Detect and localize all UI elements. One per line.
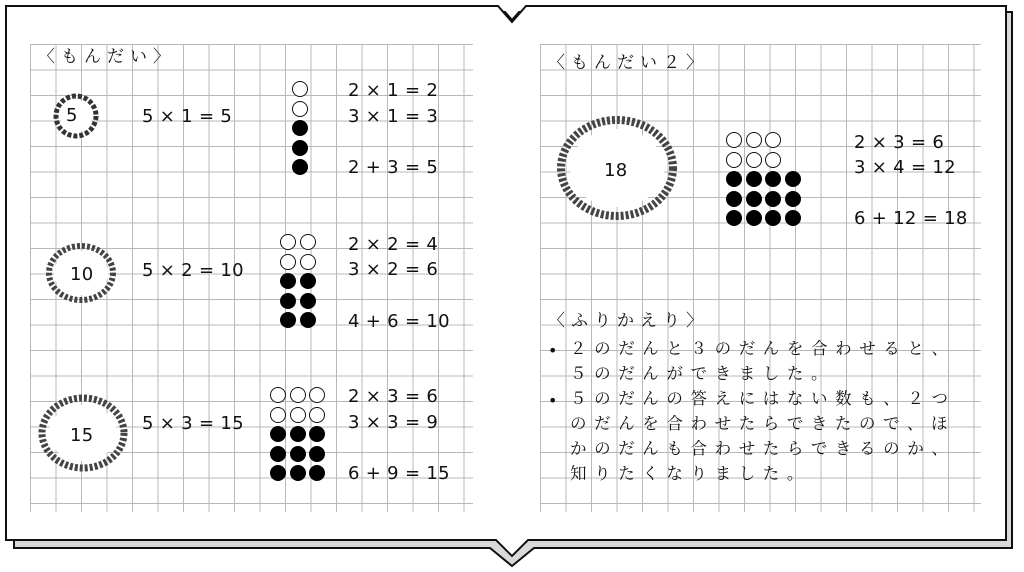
filled-circle: [290, 465, 306, 481]
left-page-grid: [30, 44, 473, 512]
filled-circle: [300, 273, 316, 289]
filled-circle: [280, 273, 296, 289]
open-circle: [280, 234, 296, 250]
right-page-grid: [540, 44, 981, 512]
filled-circle: [785, 210, 801, 226]
open-circle: [300, 254, 316, 270]
equation-line: 3 × 1 = 3: [348, 106, 439, 127]
open-circle: [290, 407, 306, 423]
filled-circle: [785, 171, 801, 187]
equation-line: 3 × 2 = 6: [348, 259, 439, 280]
filled-circle: [292, 140, 308, 156]
filled-circle: [726, 191, 742, 207]
equation-line: 2 × 2 = 4: [348, 234, 439, 255]
filled-circle: [746, 171, 762, 187]
open-circle: [280, 254, 296, 270]
equation-line: 3 × 4 = 12: [854, 157, 956, 178]
wreath-number: 10: [70, 264, 94, 285]
multiplication-expression: 5 × 1 = 5: [142, 106, 233, 127]
filled-circle: [290, 426, 306, 442]
reflection-line: のだんを合わせたらできたので、ほ: [570, 414, 956, 433]
filled-circle: [292, 159, 308, 175]
equation-line: 2 × 3 = 6: [348, 386, 439, 407]
sum-line: 6 + 12 = 18: [854, 208, 968, 229]
filled-circle: [309, 465, 325, 481]
right-heading: 〈もんだい２〉: [548, 53, 709, 73]
filled-circle: [280, 293, 296, 309]
open-circle: [270, 387, 286, 403]
sum-line: 4 + 6 = 10: [348, 311, 450, 332]
open-circle: [746, 132, 762, 148]
filled-circle: [300, 312, 316, 328]
filled-circle: [292, 120, 308, 136]
open-circle: [300, 234, 316, 250]
open-circle: [290, 387, 306, 403]
filled-circle: [726, 171, 742, 187]
equation-line: 2 × 1 = 2: [348, 80, 439, 101]
multiplication-expression: 5 × 3 = 15: [142, 413, 244, 434]
filled-circle: [290, 446, 306, 462]
open-circle: [309, 407, 325, 423]
filled-circle: [280, 312, 296, 328]
open-circle: [765, 152, 781, 168]
sum-line: 2 + 3 = 5: [348, 157, 439, 178]
open-circle: [309, 387, 325, 403]
equation-line: 3 × 3 = 9: [348, 412, 439, 433]
reflection-line: 知りたくなりました。: [570, 464, 811, 483]
filled-circle: [746, 210, 762, 226]
left-heading: 〈もんだい〉: [38, 47, 176, 67]
filled-circle: [746, 191, 762, 207]
open-circle: [292, 101, 308, 117]
open-circle: [292, 81, 308, 97]
reflection-heading: 〈ふりかえり〉: [548, 311, 709, 331]
filled-circle: [309, 426, 325, 442]
reflection-line: ５のだんの答えにはない数も、２つ: [570, 389, 956, 408]
wreath-number: 15: [70, 425, 94, 446]
bullet: •: [548, 391, 558, 410]
bullet: •: [548, 341, 558, 360]
wreath-number: 18: [604, 160, 628, 181]
filled-circle: [765, 171, 781, 187]
filled-circle: [765, 191, 781, 207]
equation-line: 2 × 3 = 6: [854, 132, 945, 153]
filled-circle: [300, 293, 316, 309]
filled-circle: [309, 446, 325, 462]
sum-line: 6 + 9 = 15: [348, 463, 450, 484]
filled-circle: [270, 446, 286, 462]
filled-circle: [785, 191, 801, 207]
reflection-line: ５のだんができました。: [570, 364, 836, 383]
open-circle: [270, 407, 286, 423]
filled-circle: [726, 210, 742, 226]
filled-circle: [270, 465, 286, 481]
open-circle: [765, 132, 781, 148]
filled-circle: [765, 210, 781, 226]
open-circle: [726, 132, 742, 148]
reflection-line: ２のだんと３のだんを合わせると、: [570, 339, 956, 358]
filled-circle: [270, 426, 286, 442]
multiplication-expression: 5 × 2 = 10: [142, 260, 244, 281]
reflection-line: かのだんも合わせたらできるのか、: [570, 439, 956, 458]
wreath-number: 5: [66, 105, 78, 126]
open-circle: [746, 152, 762, 168]
open-circle: [726, 152, 742, 168]
